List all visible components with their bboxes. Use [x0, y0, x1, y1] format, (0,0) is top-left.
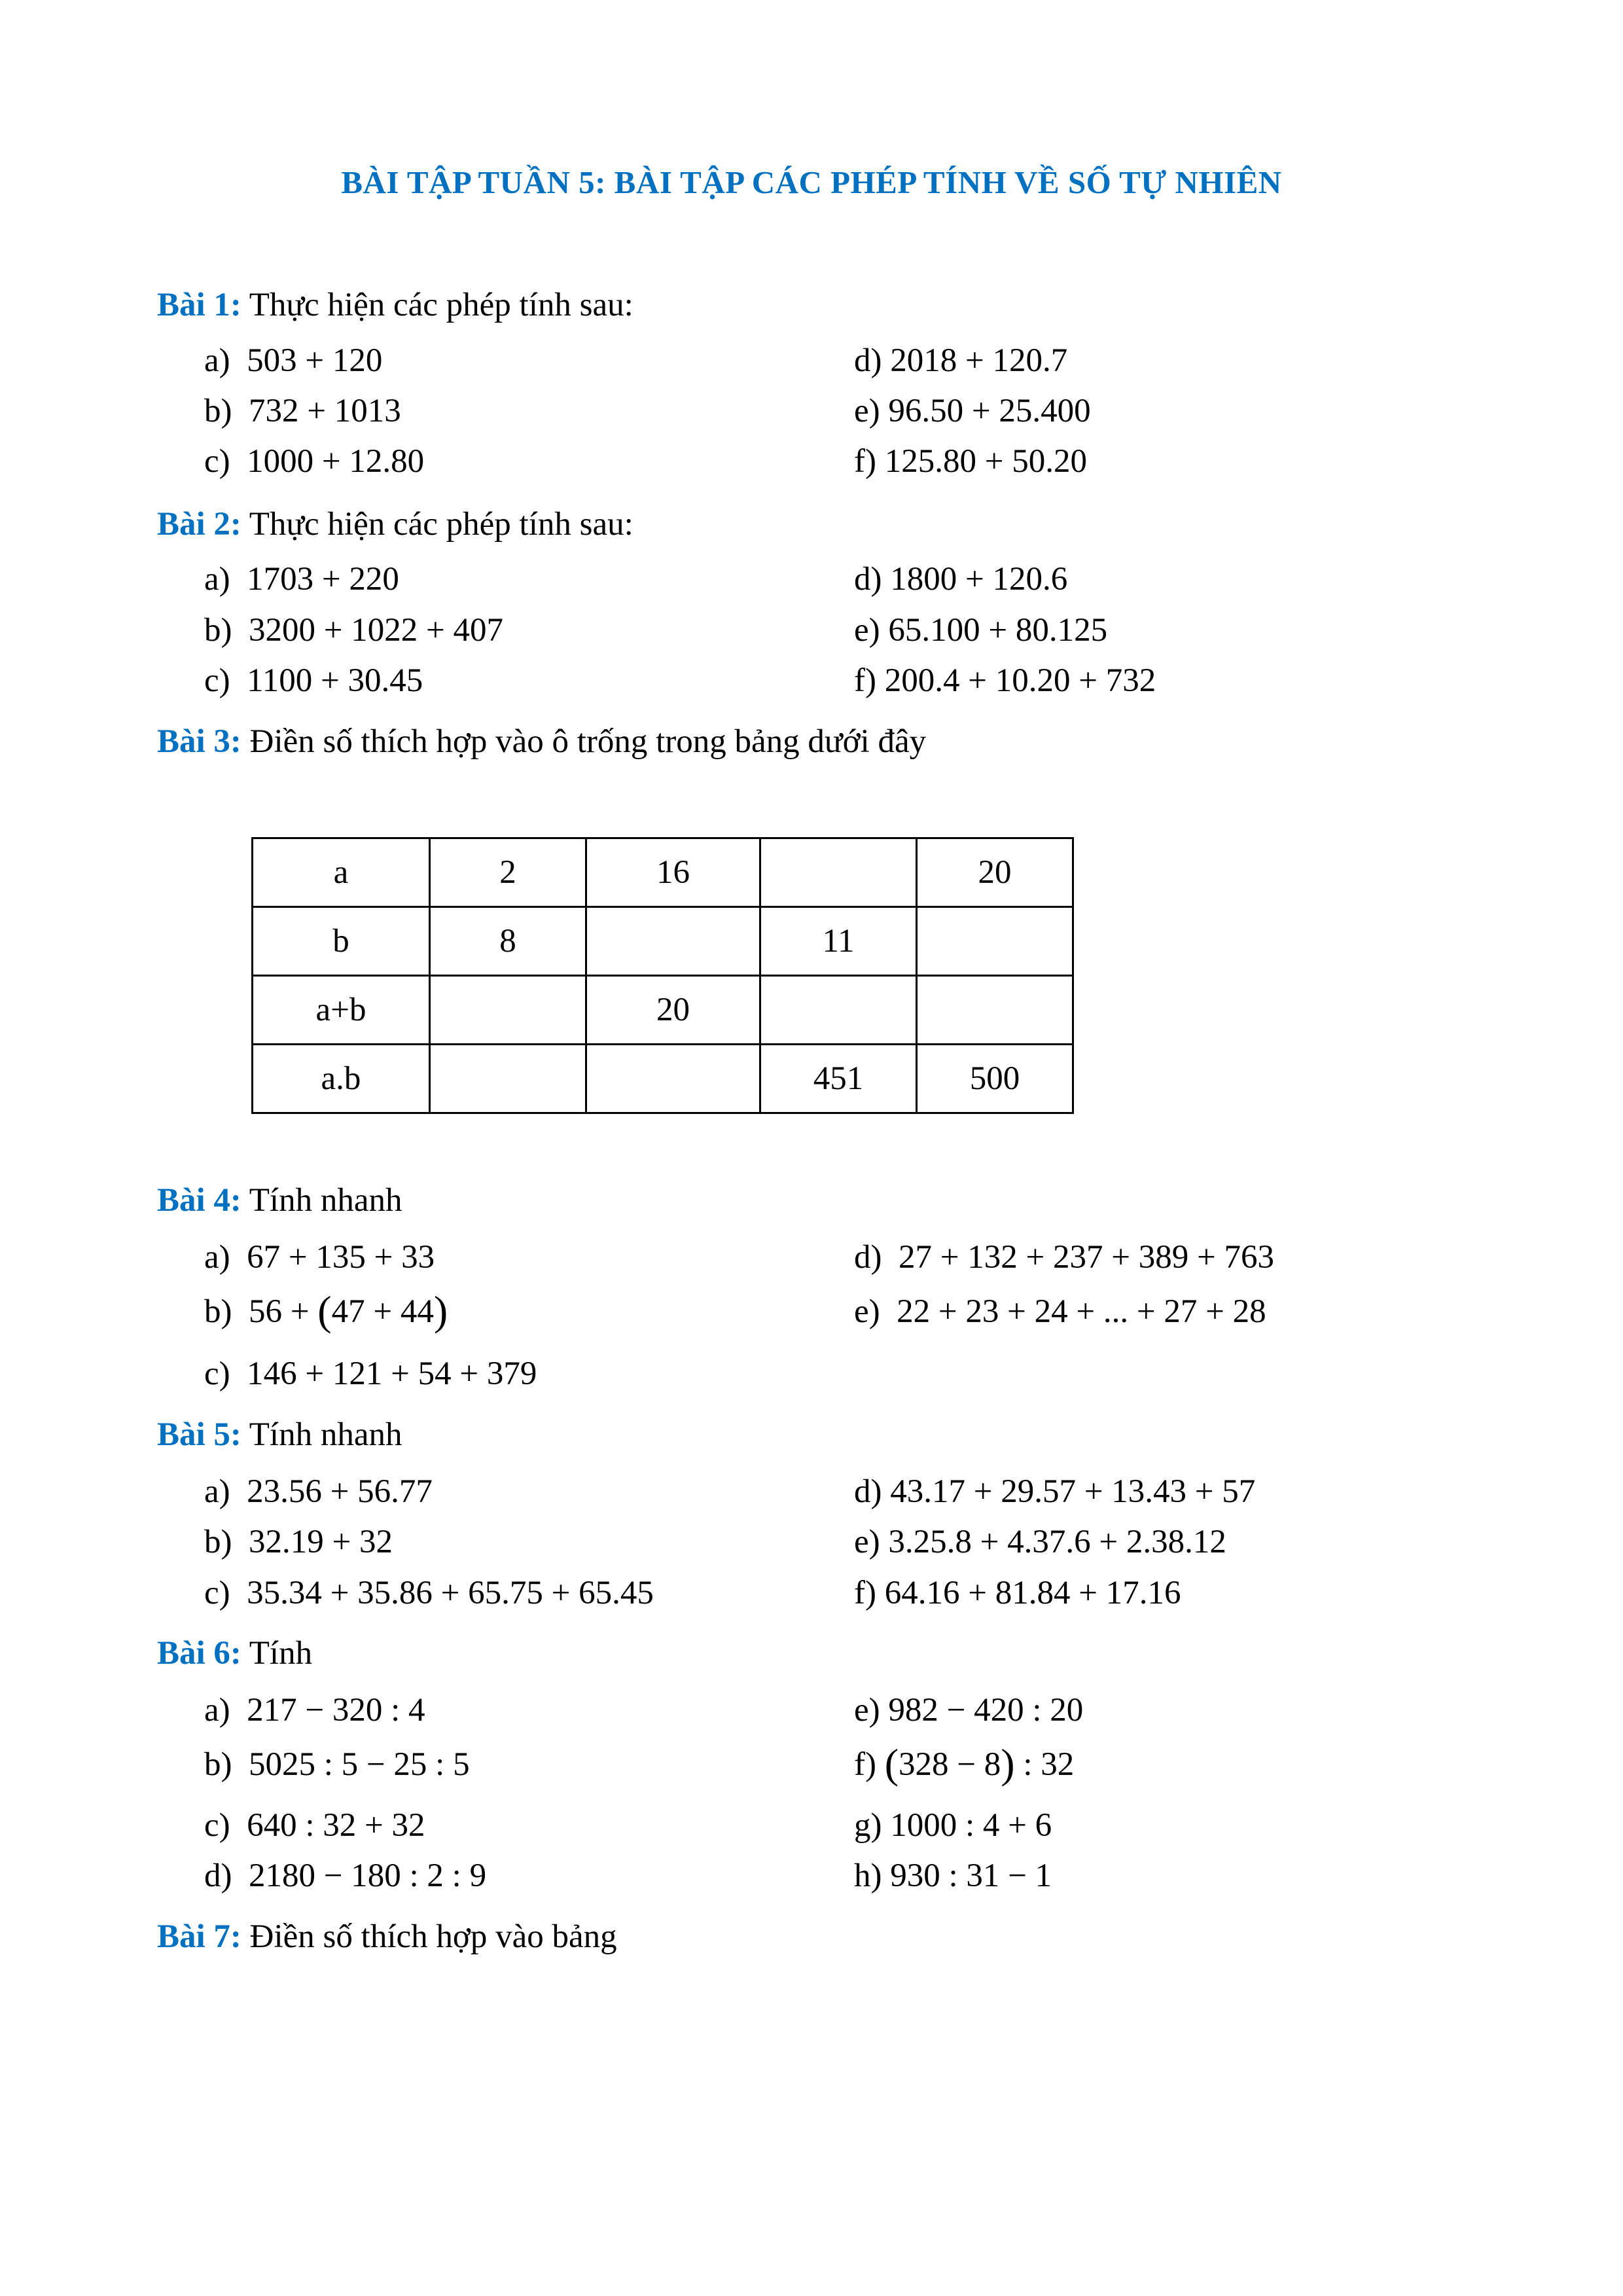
- problem-6e: e) 982 − 420 : 20: [854, 1692, 1084, 1729]
- table-cell: 20: [586, 976, 760, 1045]
- problem-1b: b) 732 + 1013: [204, 393, 401, 429]
- problem-2e: e) 65.100 + 80.125: [854, 612, 1108, 649]
- table-cell: [760, 976, 917, 1045]
- problem-1d: d) 2018 + 120.7: [854, 342, 1068, 379]
- problem-5f: f) 64.16 + 81.84 + 17.16: [854, 1575, 1181, 1611]
- table-cell: a.b: [253, 1045, 430, 1113]
- table-cell: 8: [430, 907, 586, 976]
- table-cell: [430, 1045, 586, 1113]
- exercise-label: Bài 5:: [157, 1416, 241, 1453]
- exercise-instruction: Thực hiện các phép tính sau:: [241, 287, 633, 323]
- problem-6g: g) 1000 : 4 + 6: [854, 1807, 1052, 1844]
- exercise-instruction: Tính nhanh: [241, 1416, 402, 1453]
- table-cell: 500: [917, 1045, 1073, 1113]
- problem-5a: a) 23.56 + 56.77: [204, 1473, 433, 1510]
- table-cell: 2: [430, 838, 586, 907]
- exercise-instruction: Tính nhanh: [241, 1182, 402, 1219]
- problem-2b: b) 3200 + 1022 + 407: [204, 612, 504, 649]
- exercise-1-heading: [157, 286, 633, 324]
- problem-5c: c) 35.34 + 35.86 + 65.75 + 65.45: [204, 1575, 654, 1611]
- problem-4c: c) 146 + 121 + 54 + 379: [204, 1355, 537, 1392]
- problem-5e: e) 3.25.8 + 4.37.6 + 2.38.12: [854, 1524, 1226, 1560]
- exercise-label: Bài 2:: [157, 506, 241, 543]
- problem-5b: b) 32.19 + 32: [204, 1524, 393, 1560]
- exercise-label: Bài 3:: [157, 723, 241, 760]
- table-cell: [586, 907, 760, 976]
- exercise-label: Bài 6:: [157, 1635, 241, 1672]
- exercise-label: Bài 7:: [157, 1918, 241, 1955]
- table-cell: 20: [917, 838, 1073, 907]
- exercise-instruction: Điền số thích hợp vào bảng: [241, 1918, 617, 1955]
- table-row: [253, 1045, 1073, 1113]
- exercise-4-heading: [157, 1181, 402, 1219]
- problem-6b: b) 5025 : 5 − 25 : 5: [204, 1746, 470, 1783]
- exercise-label: Bài 4:: [157, 1182, 241, 1219]
- table-cell: [586, 1045, 760, 1113]
- table-cell: 451: [760, 1045, 917, 1113]
- problem-4d: d) 27 + 132 + 237 + 389 + 763: [854, 1239, 1275, 1276]
- problem-6h: h) 930 : 31 − 1: [854, 1857, 1052, 1894]
- problem-2f: f) 200.4 + 10.20 + 732: [854, 662, 1156, 699]
- problem-4a: a) 67 + 135 + 33: [204, 1239, 435, 1276]
- problem-4b: b) 56 + (47 + 44): [204, 1287, 448, 1334]
- page-title: BÀI TẬP TUẦN 5: BÀI TẬP CÁC PHÉP TÍNH VỀ SỐ TỰ NHIÊN: [341, 164, 1282, 200]
- problem-1f: f) 125.80 + 50.20: [854, 443, 1087, 480]
- table-cell: [760, 838, 917, 907]
- problem-4e: e) 22 + 23 + 24 + ... + 27 + 28: [854, 1293, 1266, 1330]
- table-cell: [917, 976, 1073, 1045]
- table-cell: [430, 976, 586, 1045]
- problem-1a: a) 503 + 120: [204, 342, 383, 379]
- problem-6d: d) 2180 − 180 : 2 : 9: [204, 1857, 487, 1894]
- exercise-2-heading: [157, 505, 633, 543]
- table-cell: a+b: [253, 976, 430, 1045]
- table-cell: b: [253, 907, 430, 976]
- problem-2d: d) 1800 + 120.6: [854, 561, 1068, 598]
- exercise-7-heading: [157, 1918, 617, 1956]
- fill-in-table: [251, 837, 1074, 1114]
- table-row: [253, 838, 1073, 907]
- table-row: [253, 907, 1073, 976]
- table-cell: a: [253, 838, 430, 907]
- problem-1e: e) 96.50 + 25.400: [854, 393, 1091, 429]
- exercise-instruction: Thực hiện các phép tính sau:: [241, 506, 633, 543]
- problem-2a: a) 1703 + 220: [204, 561, 399, 598]
- exercise-3-heading: [157, 723, 926, 761]
- problem-6a: a) 217 − 320 : 4: [204, 1692, 425, 1729]
- problem-5d: d) 43.17 + 29.57 + 13.43 + 57: [854, 1473, 1256, 1510]
- problem-6c: c) 640 : 32 + 32: [204, 1807, 425, 1844]
- exercise-5-heading: [157, 1416, 402, 1454]
- exercise-instruction: Tính: [241, 1635, 313, 1672]
- table-row: [253, 976, 1073, 1045]
- table-cell: 11: [760, 907, 917, 976]
- problem-2c: c) 1100 + 30.45: [204, 662, 423, 699]
- table-cell: 16: [586, 838, 760, 907]
- exercise-instruction: Điền số thích hợp vào ô trống trong bảng dưới đây: [241, 723, 927, 760]
- exercise-label: Bài 1:: [157, 287, 241, 323]
- exercise-6-heading: [157, 1634, 312, 1672]
- table-cell: [917, 907, 1073, 976]
- problem-6f: f) (328 − 8) : 32: [854, 1740, 1075, 1787]
- problem-1c: c) 1000 + 12.80: [204, 443, 425, 480]
